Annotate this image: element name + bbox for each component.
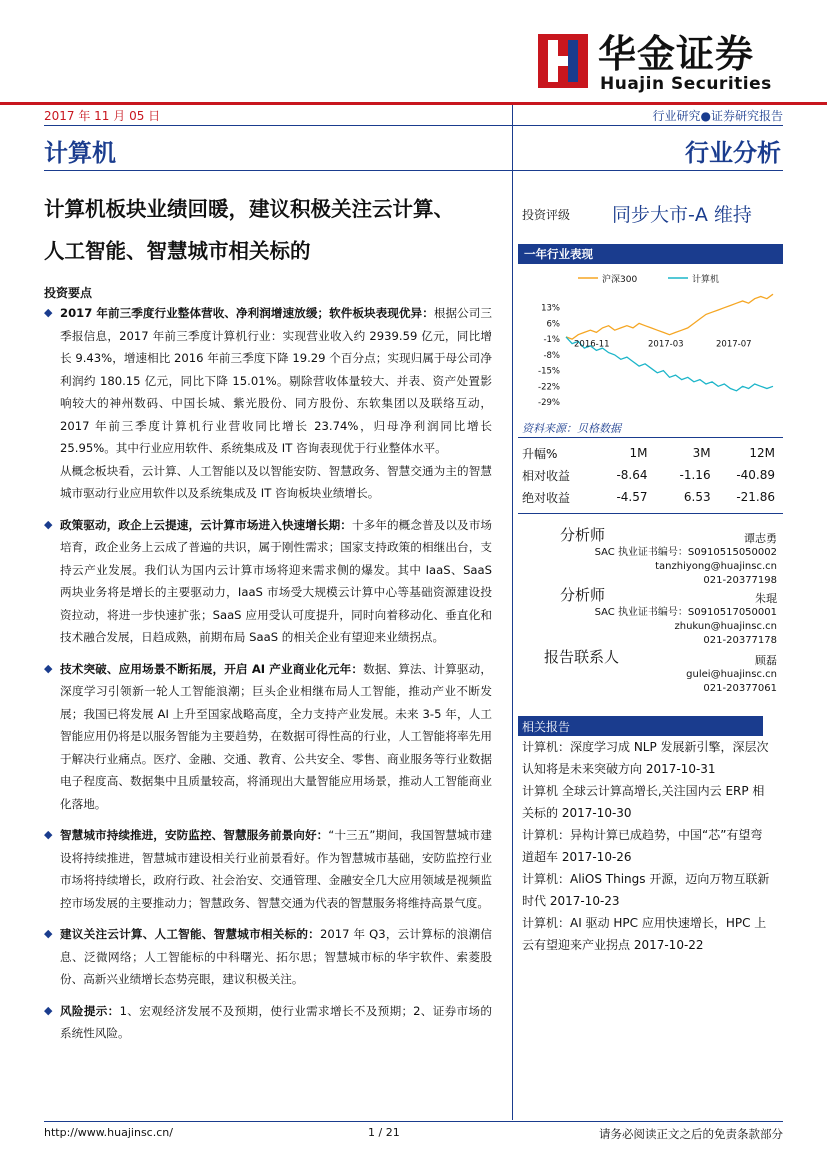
key-point-text: 1、宏观经济发展不及预期，使行业需求增长不及预期；2、证券市场的系统性风险。 xyxy=(60,1003,492,1040)
key-point xyxy=(44,824,492,914)
report-type: 行业分析 xyxy=(685,139,781,167)
key-point xyxy=(44,923,492,991)
performance-chart xyxy=(518,268,783,408)
diamond-bullet-icon: ◆ xyxy=(44,1003,53,1017)
legend-label: 计算机 xyxy=(692,275,720,285)
analyst-email[interactable]: zhukun@huajinsc.cn xyxy=(674,621,777,632)
analyst-phone: 021-20377178 xyxy=(703,635,777,646)
analyst-info xyxy=(595,606,777,648)
perf-cell: 6.53 xyxy=(683,490,711,504)
perf-title: 一年行业表现 xyxy=(524,247,593,261)
brand-name-cn: 华金证券 xyxy=(598,32,755,76)
key-points-list xyxy=(44,302,492,1054)
key-point-text: 十多年的概念普及以及市场培育，政企业务上云成了普遍的共识，属于刚性需求；国家支持政策的相继出台，支持云产业发展。我们认为国内云计算市场将迎来需求侧的爆发。其中 IaaS、SaaS 两块业务将是增长的主要驱动力，IaaS 市场受大规模云计算中心等基础资源建设投资拉动，将进一步快速扩张；SaaS 应用受认可度提升，同时向着移动化、垂直化和技术融合发展，日趋成熟，前期布局 SaaS 的相关企业有望迎来业绩拐点。 xyxy=(60,517,492,644)
list-item[interactable]: 计算机：深度学习成 NLP 发展新引擎，深层次认知将是未来突破方向 2017-10-31 xyxy=(522,740,769,776)
page-number: 1 / 21 xyxy=(368,1126,400,1139)
header-line-bottom xyxy=(44,170,783,171)
key-point-text: 2017 年 Q3，云计算标的浪潮信息、泛微网络；人工智能标的中科曙光、拓尔思；智慧城市标的华宇软件、索菱股份、高新兴业绩增长态势亮眼，建议积极关注。 xyxy=(60,927,492,986)
key-point-text: “十三五”期间，我国智慧城市建设将持续推进，智慧城市建设相关行业前景看好。作为智慧城市基础，安防监控行业市场将持续增长，政府行政、社会治安、交通管理、金融安全几大应用领域是视频监控市场发展的主要推动力；智慧政务、智慧交通为代表的智慧服务将维持高景气度。 xyxy=(60,828,492,910)
key-point-text: 数据、算法、计算驱动，深度学习引领新一轮人工智能浪潮；巨头企业相继布局人工智能，推动产业不断发展；我国已将发展 AI 上升至国家战略高度，全力支持产业发展。未来 3-5 年，人工智能应用仍将是以服务智能为主要趋势，在数据可得性高的行业，人工智能将率先用于解决行业痛点。医疗、金融、交通、教育、公共安全、零售、商业服务等行业数据电子程度高、数据集中且质量较高，将涌现出大量智能应用场景，推动人工智能商业化落地。 xyxy=(60,661,492,811)
analyst-cert: SAC 执业证书编号：S0910515050002 xyxy=(594,547,777,558)
x-tick-label: 2017-03 xyxy=(648,339,684,350)
column-divider xyxy=(512,105,513,1120)
analyst-phone: 021-20377198 xyxy=(703,575,777,586)
header-divider xyxy=(0,102,827,105)
analyst-info xyxy=(595,546,777,588)
key-point-text: 根据公司三季报信息，2017 年前三季度计算机行业：实现营业收入约 2939.59 亿元，同比增长 9.43%，增速相比 2016 年前三季度下降 19.29 个百分点；实现归属于母公司净利润约 180.15 亿元，同比下降 15.01%。剔除营收体量较大、并表、资产处置影响较大的神州数码、中国长城、紫光股份、同方股份、东软集团以及联络互动，2017 年前三季度计算机行业营收同比增长 23.74%，归母净利润同比增长 25.95%。其中行业应用软件、系统集成及 IT 咨询表现优于行业整体水平。 xyxy=(60,306,492,455)
key-point-heading: 政策驱动，政企上云提速，云计算市场进入快速增长期： xyxy=(60,517,352,532)
perf-cell: -8.64 xyxy=(616,468,648,482)
legend-label: 沪深300 xyxy=(602,275,638,285)
related-title: 相关报告 xyxy=(522,720,571,734)
perf-cell: 绝对收益 xyxy=(522,490,571,505)
y-tick-label: -29% xyxy=(538,398,560,408)
report-date: 2017 年 11 月 05 日 xyxy=(44,109,161,123)
brand-logo-icon xyxy=(538,34,588,88)
y-tick-label: -15% xyxy=(538,366,560,377)
diamond-bullet-icon: ◆ xyxy=(44,517,53,531)
analyst-email[interactable]: gulei@huajinsc.cn xyxy=(686,669,777,680)
series-line xyxy=(566,294,773,339)
perf-cell: 相对收益 xyxy=(522,468,571,483)
y-tick-label: -22% xyxy=(538,382,560,393)
perf-cell: -21.86 xyxy=(736,490,775,504)
footer-divider xyxy=(44,1121,783,1122)
table-row xyxy=(518,464,783,486)
list-item[interactable]: 计算机：异构计算已成趋势，中国“芯”有望弯道超车 2017-10-26 xyxy=(522,828,763,864)
perf-table xyxy=(518,442,783,508)
analyst-cert: SAC 执业证书编号：S0910517050001 xyxy=(594,607,777,618)
analyst-name: 谭志勇 xyxy=(744,532,777,545)
x-tick-label: 2017-07 xyxy=(716,339,752,350)
y-tick-label: 6% xyxy=(546,319,560,330)
analyst-name: 朱琨 xyxy=(755,592,777,605)
report-category: 行业研究●证券研究报告 xyxy=(652,109,783,123)
source-divider xyxy=(518,437,783,438)
analyst-phone: 021-20377061 xyxy=(703,683,777,694)
perf-header-cell: 12M xyxy=(749,446,775,460)
perf-header-cell: 3M xyxy=(692,446,711,460)
diamond-bullet-icon: ◆ xyxy=(44,306,53,319)
brand-name-en: Huajin Securities xyxy=(600,74,772,94)
perf-cell: -4.57 xyxy=(616,490,648,504)
y-tick-label: -1% xyxy=(543,335,560,346)
chart-source: 资料来源：贝格数据 xyxy=(522,422,621,435)
rating-label: 投资评级 xyxy=(522,208,571,222)
analyst-email[interactable]: tanzhiyong@huajinsc.cn xyxy=(655,561,777,572)
sector-title: 计算机 xyxy=(44,139,116,167)
rating-value: 同步大市-A 维持 xyxy=(612,204,752,226)
key-point-heading: 风险提示： xyxy=(60,1003,120,1018)
title-line-2: 人工智能、智慧城市相关标的 xyxy=(44,239,311,263)
list-item[interactable]: 计算机：AI 驱动 HPC 应用快速增长，HPC 上云有望迎来产业拐点 2017-10-22 xyxy=(522,916,767,952)
list-item[interactable]: 计算机：AliOS Things 开源，迈向万物互联新时代 2017-10-23 xyxy=(522,872,770,908)
analyst-role: 分析师 xyxy=(560,586,606,604)
diamond-bullet-icon: ◆ xyxy=(44,828,53,841)
y-tick-label: 13% xyxy=(541,303,560,314)
related-reports-list xyxy=(522,736,772,956)
key-point xyxy=(44,1000,492,1045)
key-point-heading: 2017 年前三季度行业整体营收、净利润增速放缓；软件板块表现优异： xyxy=(60,306,434,320)
list-item[interactable]: 计算机 全球云计算高增长,关注国内云 ERP 相关标的 2017-10-30 xyxy=(522,784,765,820)
perf-header-cell: 1M xyxy=(629,446,648,460)
key-point xyxy=(44,514,492,649)
footer-url[interactable]: http://www.huajinsc.cn/ xyxy=(44,1126,173,1139)
key-point xyxy=(44,658,492,816)
analyst-role: 分析师 xyxy=(560,526,606,544)
diamond-bullet-icon: ◆ xyxy=(44,661,53,675)
key-point-heading: 技术突破、应用场景不断拓展，开启 AI 产业商业化元年： xyxy=(60,661,364,676)
header-line xyxy=(44,125,783,126)
footer-disclaimer: 请务必阅读正文之后的免责条款部分 xyxy=(599,1127,783,1141)
perf-cell: -1.16 xyxy=(679,468,711,482)
analyst-info xyxy=(686,668,777,696)
title-line-1: 计算机板块业绩回暖，建议积极关注云计算、 xyxy=(44,197,454,221)
table-divider xyxy=(518,513,783,514)
perf-cell: -40.89 xyxy=(736,468,775,482)
analyst-name: 顾磊 xyxy=(755,654,777,667)
key-point-continuation: 从概念板块看，云计算、人工智能以及以智能安防、智慧政务、智慧交通为主的智慧城市驱动行业应用软件以及系统集成及 IT 咨询板块业绩增长。 xyxy=(60,463,492,500)
perf-header-cell: 升幅% xyxy=(522,446,558,461)
analyst-role: 报告联系人 xyxy=(544,648,620,666)
key-points-heading: 投资要点 xyxy=(44,286,93,300)
diamond-bullet-icon: ◆ xyxy=(44,927,53,940)
table-row xyxy=(518,486,783,508)
y-tick-label: -8% xyxy=(543,350,560,361)
key-point-heading: 智慧城市持续推进，安防监控、智慧服务前景向好： xyxy=(60,828,329,842)
perf-table-header xyxy=(518,442,783,464)
key-point xyxy=(44,302,492,505)
key-point-heading: 建议关注云计算、人工智能、智慧城市相关标的： xyxy=(60,927,320,941)
page-title xyxy=(44,188,504,272)
x-tick-label: 2016-11 xyxy=(574,339,610,350)
